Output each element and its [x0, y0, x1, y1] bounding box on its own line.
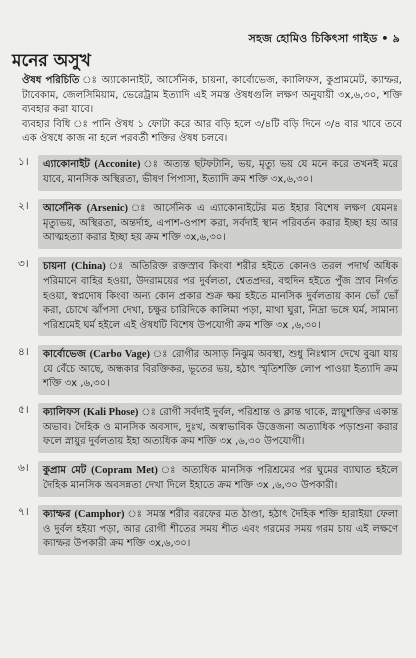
overview-text: ঃ অ্যাকোনাইট, আর্সেনিক, চায়না, কার্বোভেজ, ক্যালিফস, কুপ্রামমেট, ক্যাম্ফর, টাবেকাম, জেলসিমিয়াম, ভেরেট্রাম ইত্যাদি এই সমস্ত ঔষধগুলি লক্ষণ অনুযায়ী ৩x,৬,৩০, শক্তি ব্যবহার করা যাবে।: [22, 75, 402, 116]
remedy-latin-name: (Carbo Vage): [89, 348, 151, 360]
remedy-box: [38, 461, 402, 496]
intro-section: [22, 74, 402, 147]
remedy-name: চায়না: [43, 261, 67, 273]
remedy-number: ১।: [18, 156, 29, 169]
remedy-name: আর্সেনিক: [43, 203, 82, 215]
remedy-number: ২।: [18, 200, 29, 213]
remedy-description: ঃ অত্যধিক মানসিক পরিশ্রমের পর ঘুমের ব্যাঘাত হইলে দৈহিক মানসিক অবসন্নতা দেখা দিলে ইহাতে ক্রম শক্তি ৩x ,৬,৩০ উপকারী।: [43, 465, 399, 492]
remedy-description: ঃ রোগী সর্বদাই দুর্বল, পরিশ্রান্ত ও ক্লান্ত থাকে, স্নায়ুশক্তির একান্ত অভাব। দৈহিক ও মানসিক অবসাদ, দুঃখ, অস্বাভাবিক উত্তেজনা অত্যাধিক পড়াশুনা করার ফলে স্নায়ুর দুর্বলতায় ইহা অত্যধিক ক্রম শক্তি ৩x ,৬,৩০ উপযোগী।: [43, 407, 398, 448]
remedy-item-copram-met: [18, 461, 402, 496]
remedy-name: কার্বোভেজ: [43, 348, 86, 360]
remedy-latin-name: (Camphor): [74, 509, 125, 521]
remedy-latin-name: (Kali Phose): [83, 407, 139, 419]
remedy-item-camphor: [18, 505, 402, 555]
remedy-name: ক্যাম্ফর: [43, 509, 71, 521]
remedy-latin-name: (Copram Met): [91, 465, 158, 477]
remedy-description: ঃ অত্যন্ত ছটফটানি, ভয়, মৃত্যু ভয় যে মনে করে তখনই মরে যাবে, মানসিক অস্থিরতা, ভীষণ পিপাসা, ইত্যাদি ক্রম শক্তি ৩x,৬,৩০।: [43, 159, 398, 186]
remedy-name: এ্যাকোনাইট: [43, 159, 90, 171]
remedy-overview: [22, 74, 402, 118]
remedy-name: ক্যালিফস: [43, 407, 81, 419]
remedy-box: [38, 257, 402, 336]
dosage-instructions: ব্যবহার বিধি ঃ পানি ঔষধ ১ ফোটা করে আর বড়ি হলে ৩/৪টি বড়ি দিনে ৩/৪ বার খাবে তবে এক ঔষধে কাজ না হলে পরবর্তী শক্তির ঔষধ চলবে।: [22, 118, 402, 145]
remedy-item-aconite: [18, 155, 402, 190]
remedy-item-arsenic: [18, 199, 402, 249]
remedy-number: ৭।: [18, 506, 29, 519]
page-content: [18, 74, 402, 555]
remedy-box: [38, 199, 402, 249]
remedy-description: ঃ সমস্ত শরীর বরফের মত ঠাণ্ডা, হঠাৎ দৈহিক শক্তি হারাইয়া ফেলা ও দুর্বল হইয়া পড়া, আর রোগী শীতের সময় শীত এবং গরমের সময় গরম চায় এই লক্ষণে ক্যাম্ফর উপকারী ক্রম শক্তি ৩x,৬,৩০।: [43, 509, 399, 550]
remedy-description: ঃ আর্সেনিক এ এ্যাকোনাইটের মত ইহার বিশেষ লক্ষণ যেমনঃ মৃত্যুভয়, অস্থিরতা, অন্তর্দাহ, এপাশ-ওপাশ করা, সর্বদাই স্থান পরিবর্তন করার ইচ্ছা হয় আর আত্মহত্যা করার ইচ্ছা হয় ক্রম শক্তি ৩x,৬,৩০।: [43, 203, 399, 244]
remedy-latin-name: (Acconite): [94, 159, 141, 171]
remedy-description: ঃ রোগীর অসাড় নিঝুম অবস্থা, শুধু নিঃশ্বাস দেখে বুঝা যায় যে বেঁচে আছে, অন্ধকার বিরক্তিকর, ভূতের ভয়, হঠাৎ স্মৃতিশক্তি লোপ পাওয়া ইত্যাদি ক্রম শক্তি ৩x ,৬,৩০।: [43, 348, 398, 390]
remedy-number: ৫।: [18, 404, 29, 417]
remedy-latin-name: (China): [71, 261, 106, 273]
remedy-number: ৩।: [18, 258, 29, 271]
remedy-number: ৬।: [18, 462, 29, 475]
remedy-latin-name: (Arsenic): [86, 203, 129, 215]
remedy-number: ৪।: [18, 345, 29, 358]
overview-lead: ঔষধ পরিচিতি: [22, 75, 80, 86]
chapter-title: মনের অসুখ: [12, 51, 91, 71]
remedy-description: ঃ অতিরিক্ত রক্তস্রাব কিংবা শরীর হইতে কোনও তরল পদার্থ অধিক পরিমানে বাহির হওয়া, উদরাময়ের পর দুর্বলতা, শ্বেতপ্রদর, বহুদিন হইতে পুঁজ স্রাব নির্গত হওয়া, স্বপ্নদোষ কিংবা অন্য কোন প্রকার শুক্র ক্ষয় হইতে মানসিক দুর্বলতায় কান ভোঁ ভোঁ করা, চোখে ঝাঁপসা দেখা, চক্ষুর চারিদিকে কালিমা পড়া, মাথা ঘুরা, নিদ্রা ভঙ্গে ঘর্ম, সামান্য পরিশ্রমেই ঘর্ম হইলে এই ঔষধটি বিশেষ উপযোগী ক্রম শক্তি ৩x ,৬,৩০।: [43, 261, 398, 331]
remedy-box: [38, 505, 402, 555]
remedy-box: [38, 345, 402, 395]
remedy-item-carbo-vage: [18, 345, 402, 395]
remedy-box: [38, 155, 402, 190]
remedy-item-china: [18, 257, 402, 336]
remedy-item-kali-phose: [18, 403, 402, 453]
remedy-box: [38, 403, 402, 453]
running-header: সহজ হোমিও চিকিৎসা গাইড • ৯: [248, 32, 400, 45]
remedy-name: কুপ্রাম মেট: [43, 465, 87, 477]
